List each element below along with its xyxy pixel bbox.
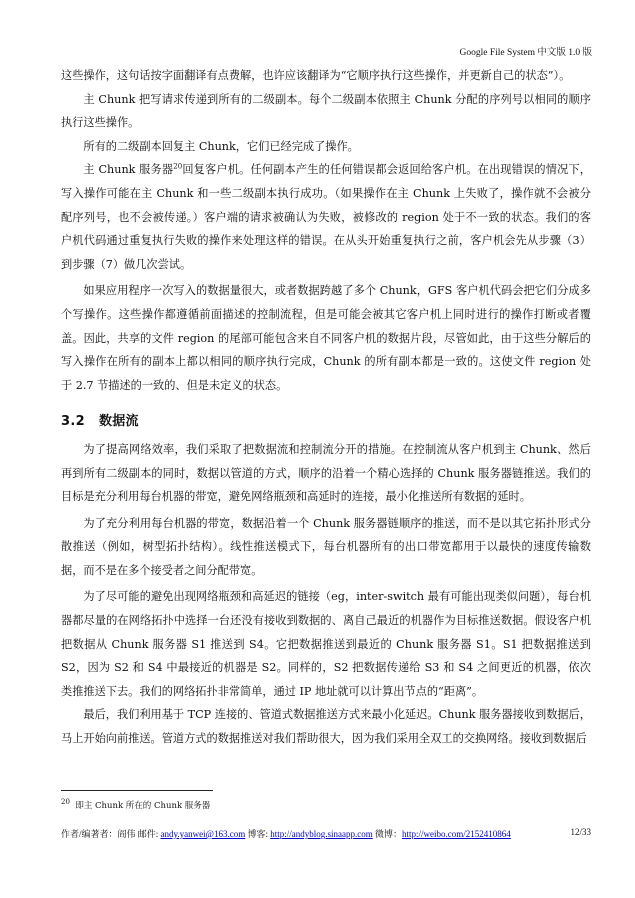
paragraph bbox=[61, 158, 591, 276]
blog-label: 博客: bbox=[245, 829, 271, 839]
paragraph-text: 主 Chunk 服务器 bbox=[83, 163, 174, 177]
footnote-reference[interactable]: 20 bbox=[173, 162, 183, 171]
footnote-divider bbox=[61, 790, 213, 791]
footnote-mark: 20 bbox=[61, 798, 70, 807]
running-header: Google File System 中文版 1.0 版 bbox=[459, 48, 592, 58]
paragraph: 为了提高网络效率，我们采取了把数据流和控制流分开的措施。在控制流从客户机到主 Chunk、然后再到所有二级副本的同时，数据以管道的方式，顺序的沿着一个精心选择的 Chunk 服务器链推送。我们的目标是充分利用每台机器的带宽，避免网络瓶颈和高延时的连接，最小化推送所有数据的延时。 bbox=[61, 442, 591, 504]
weibo-label: 微博： bbox=[372, 829, 402, 839]
page-footer bbox=[61, 827, 591, 840]
email-link[interactable]: andy.yanwei@163.com bbox=[160, 829, 246, 839]
paragraph-text: 回复客户机。任何副本产生的任何错误都会返回给客户机。在出现错误的情况下，写入操作可能在主 Chunk 和一些二级副本执行成功。（如果操作在主 Chunk 上失败了，操作就不会被分配序列号，也不会被传递。）客户端的请求被确认为失败，被修改的 region 处于不一致的状态。我们的客户机代码通过重复执行失败的操作来处理这样的错误。在从头开始重复执行之前，客户机会先从步骤（3）到步骤（7）做几次尝试。 bbox=[61, 163, 591, 271]
page-body bbox=[61, 64, 591, 751]
paragraph: 最后，我们利用基于 TCP 连接的、管道式数据推送方式来最小化延迟。Chunk 服务器接收到数据后，马上开始向前推送。管道方式的数据推送对我们帮助很大，因为我们采用全双工的交换网络。接收到数据后 bbox=[61, 708, 591, 746]
footnote bbox=[61, 799, 210, 811]
paragraph: 为了充分利用每台机器的带宽，数据沿着一个 Chunk 服务器链顺序的推送，而不是以其它拓扑形式分散推送（例如，树型拓扑结构）。线性推送模式下，每台机器所有的出口带宽都用于以最快的速度传输数据，而不是在多个接受者之间分配带宽。 bbox=[61, 516, 591, 577]
section-number: 3.2 bbox=[61, 414, 85, 430]
paragraph: 主 Chunk 把写请求传递到所有的二级副本。每个二级副本依照主 Chunk 分配的序列号以相同的顺序执行这些操作。 bbox=[61, 92, 591, 130]
blog-link[interactable]: http://andyblog.sinaapp.com bbox=[270, 829, 373, 839]
weibo-link[interactable]: http://weibo.com/2152410864 bbox=[401, 829, 511, 839]
section-title: 数据流 bbox=[98, 414, 139, 430]
page-number: 12/33 bbox=[570, 827, 591, 837]
author-label: 作者/编著者：阎伟 邮件: bbox=[61, 829, 161, 839]
paragraph: 为了尽可能的避免出现网络瓶颈和高延迟的链接（eg，inter-switch 最有可能出现类似问题），每台机器都尽量的在网络拓扑中选择一台还没有接收到数据的、离自己最近的机器作为目标推送数据。假设客户机把数据从 Chunk 服务器 S1 推送到 S4。它把数据推送到最近的 Chunk 服务器 S1。S1 把数据推送到 S2，因为 S2 和 S4 中最接近的机器是 S2。同样的，S2 把数据传递给 S3 和 S4 之间更近的机器，依次类推推送下去。我们的网络拓扑非常简单，通过 IP 地址就可以计算出节点的“距离”。 bbox=[61, 590, 591, 698]
paragraph: 这些操作，这句话按字面翻译有点费解，也许应该翻译为“它顺序执行这些操作，并更新自己的状态”）。 bbox=[61, 69, 571, 82]
paragraph: 如果应用程序一次写入的数据量很大，或者数据跨越了多个 Chunk，GFS 客户机代码会把它们分成多个写操作。这些操作都遵循前面描述的控制流程，但是可能会被其它客户机上同时进行的操作打断或者覆盖。因此，共享的文件 region 的尾部可能包含来自不同客户机的数据片段，尽管如此，由于这些分解后的写入操作在所有的副本上都以相同的顺序执行完成，Chunk 的所有副本都是一致的。这使文件 region 处于 2.7 节描述的一致的、但是未定义的状态。 bbox=[61, 284, 591, 392]
footnote-text: 即主 Chunk 所在的 Chunk 服务器 bbox=[75, 801, 211, 811]
paragraph: 所有的二级副本回复主 Chunk，它们已经完成了操作。 bbox=[83, 139, 359, 153]
section-heading bbox=[61, 410, 591, 434]
